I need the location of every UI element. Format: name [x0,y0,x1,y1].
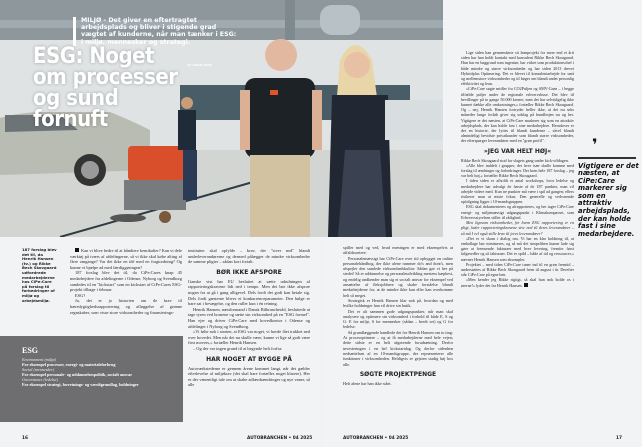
paragraph: Rikke Bech Skougaard stod for slagets gang under kick-offdagen. [461,157,569,163]
paragraph: »CiPe:Care søgte midler fra CO2Puljen og SMV-Grøn – i begge tilfælde puljer under de regionale erhvervshuse. Det blev til bevillinger på to gange 50.000 kroner, men det har selvfølgelig ikke kunnet dække alle omkostninger,« fortæller Rikke Bech Skougaard. Og – nej, Henrik Hansen fortryder heller ikke, at det nu seks måneder lange forløb giver sig udslag på bundlinjen nu og her. Vigtigere er det næsten, at CiPe:Care markerer sig som en attraktiv arbejdsplads, der kan holde fast i sine medarbejdere. Herudover er det en historie, der lyttes til blandt kunderne – såvel blandt almindeligt bevidste privatkunder som blandt større virksomheder, der efterspørger leverandører med en "grøn profil". [461,86,574,144]
paragraph: Ja, det er jo historien om de krav til bæredygtighedsrapportering og afløggelse af grønne regnskaber, som visse store virksomheder og finansierings- [70,298,182,315]
article-intro: MILJØ - Det giver en eftertragtet arbejdsplads og bliver i stigende grad vægtet af kunderne, når man tænker i ESG: i miljø, mennesker og strategi. [73,17,238,46]
factbox-term: Social (mennesker) [22,367,55,372]
pull-quote [578,135,640,238]
paragraph: 187 forslag blev det til, da CiPe:Cares knap 45 medarbejdere fra afdelingerne i Odense, Nyborg og Svendborg samledes til en "kickstart" som en kickstart af CiPe:Cares ESG-projekt tilbage i februar. [70,270,182,293]
divider [578,157,636,159]
paragraph: spiller med og ved, hvad meningen er med eksempelvis at affaldssortere. [343,245,453,256]
factbox-desc: For eksempel processer, energi- og materialeforbrug [22,362,116,367]
start-square-icon [75,248,79,252]
publication-footer-right: AUTOBRANCHEN • 04 2025 [343,436,409,441]
paragraph [70,248,182,270]
paragraph: »Alle blev inddelt i grupper, der hver især skulle komme med forslag til ændringer og forbedringer. Der kom hele 187 forslag – jeg var helt høj,« fortæller Rikke Bech Skougaard. [461,162,574,179]
paragraph: Projektet – med tiden CiPe:Care tuner ind til en grøn fremtid – understøttes af Rikke Bech Skougaard frem til august i år. Derefter står CiPe:Care på egne ben. [461,261,574,278]
factbox-term: Governance (ledelse) [22,377,58,382]
paragraph: ESG? [75,292,86,298]
quote-mark-icon: ❜ [592,135,598,154]
body-column-2 [188,248,310,388]
paragraph: Helt alene har han ikke stået. [343,380,392,386]
paragraph: ESG skal dokumenteres og afrapporteres, og her tager CiPe:Care energi- og miljømæssigt udgangspunkt i Klimakompasset, som Erhvervsstyrelsen stiller til rådighed. [461,204,574,220]
subheading: BØR IKKE AFSPORE [216,268,282,276]
factbox-desc: For eksempel strategi, forretnings- og værdigrundlag, holdninger [22,382,139,387]
paragraph [461,277,574,287]
paragraph: institutter skal opfylde – krav, der "siver ned" blandt underleverandørerne og dermed pålægger de mindre virksomheder de samme pligter – sådan kort fortalt. [188,248,310,265]
esg-factbox [0,336,183,422]
paragraph-text: »Men kender jeg Rikke rigtigt, så skal hun nok holde os i ørerne!« lyder det fra Henrik Hansen. [461,277,574,288]
page-number-left: 16 [22,436,28,441]
photo-caption: 187 forslag blev det til, da Henrik Hansen (tv.) og Rikke Bech Skovgaard udfordrede medarbejderne hos CiPe:Care på forslag til forbedringer af miljø og arbejdsmiljø. [22,247,57,303]
paragraph: »Det er vi skam i dialog om. Vi har en klar holdning til, at emballage bør minimeres, og så må det simpelthen kunne lade sig gøre at fremsende fakturaer med hver levering, fremfor først følgesedler og så fakturaer. Det er spild – både af tid og ressourcer,« nævner Henrik Hansen som eksempler. [461,235,574,262]
subheading: HAR NOGET AT BYGGE PÅ [206,355,292,363]
paragraph: Ganske vist har EU besluttet at sætte udrulningen af rapporteringskravene lidt ned i tempo. Men det bør ikke afspore nogen fra at gå i gang alligevel. Dels fordi det godt kan betale sig. Dels fordi gæsterne bliver et konkurrenceparameter. Den bølge er bare sat i bevægelse, og den ruller kun i én retning. [188,278,310,307]
pull-quote-text: Vigtigere er det næsten, at CiPe:Care markerer sig som en attraktiv arbejdsplads, der kan holde fast i sine medarbejdere. [578,161,639,238]
paragraph-text: Kan vi blive bedre til at håndtere kemikalier? Kan vi dele værktøj på tværs af afdelingerne, så vi ikke skal købe alting af flere omgange? Var det ikke en idé med en fragtordning? Og kunne vi hjælpe ad med færdiggøringen? [70,248,182,270]
paragraph: Strategisk er Henrik Hansen klar nok på, hvordan og med hvilke holdninger han vil drive sin butik. [343,297,453,309]
paragraph: »Vi følte nok i starten, at ESG var noget, vi havde fået trukket ned over hovedet. Men når det nu skulle være, kunne vi lige så godt være first movers,« fortæller Henrik Hansen. [188,329,310,346]
paragraph: I tiden siden er afholdt et antal workshops, hvor ledelse og medarbejdere har udvalgt de første af de 187 punkter, man vil arbejde videre med. Kun tre punkter må være i spil ad gangen; ellers risikerer man at miste fokus. Den generelle og vedvarende opfølgning ligger i 10-mandsgruppen. [461,178,574,205]
paragraph: Så grundlæggende handlede det for Henrik Hansen om to ting: At procesoptimere – og at få medarbejderne med hele vejen; dette sidste er en helt afgørende forudsætning. Derfor investeringen i en hel kickstartdag. Og derfor sidenhen nedsættelsen af en 10-mandsgruppe, der repræsenterer alle funktioner i virksomheden. Heldigvis er gejsten stadig høj hos alle. [343,329,454,367]
byline: AF ADAM PACK [187,63,213,67]
paragraph: – Og der var ingen grund til at begynde helt forfra: [193,345,283,351]
body-column-3 [343,245,453,386]
paragraph: Det er alt sammen gode udgangspunkter, når man skal analysere og optimere sin virksomhed i forhold til både E, S og G: E for miljø, S for mennesker (sådan – bredt set) og G for ledelse. [343,308,453,330]
body-column-1 [70,248,182,315]
body-column-4 [461,50,574,288]
factbox-title: ESG [22,346,39,355]
end-square-icon [524,283,528,287]
paragraph: Autoværkstederne er gennem årene kommet langt, når det gælder efterlevelse af miljøkrav (det skal bare fortælles noget klarere). Her er der væsentligt tale om at skabe adfærdsændringer og nye vaner, så alle [188,365,310,388]
subheading: SØGTE PROJEKTPENGE [359,370,437,378]
paragraph: Lige siden han gennemførte sit leanprojekt for mere end et årti siden har han holdt kontakt med konsulent Rikke Bech Skougaard. Hun har en baggrund som ingeniør, har virket som produktionschef i både mindre og større virksomheder og har siden 2013 drevet Hybridplus Optimering. Det er blevet til konsulentarbejde for små og mellemstore virksomheder og til bøger om blandt andet personlig effektivitet og lean. [461,50,574,87]
paragraph: Henrik Hansen, næstformand i Dansk Bilbrancheråd, besluttede at tage tyren ved hornene og sætte sin virksomhed på en "ESG formel". Han ejer og driver CiPe:Care med hovedkontor i Odense og afdelinger i Nyborg og Svendborg. [188,306,310,329]
article-title: ESG: Noget om processer og sund fornuft [33,44,178,132]
page-number-right: 17 [616,436,622,441]
paragraph: Personalemæssigt har CiPe:Care over tid opbygget en online personalehåndbog, der ikke alene rummer do's and dont's, men afspejler den samlede virksomhedskultur: Sådan gør vi her på stedet! Så er uddannelse og personaleudvikling mestens kæphest, og endelig undkender man sig et socialt ansvar for eksempel ved ansættelse af fleksjobbere og skabe forståelse blandt medarbejderne for, at de mindre ikke kan eller kan overkomme helt så meget. [343,255,453,298]
subheading: »JEG VAR HELT HØJ« [483,147,552,155]
factbox-term: Environment (miljø) [22,357,56,362]
publication-footer-left: AUTOBRANCHEN • 04 2025 [247,436,313,441]
paragraph: Men ligesom virksomheder, for hvem ESG rapportering er en pligt, lader rapporteringskravene sive ned til deres leverandører – så må I vel også stille krav til jeres leverandører? [461,220,574,236]
factbox-desc: For eksempel personale- og uddannelsespolitik, socialt ansvar [22,372,133,377]
